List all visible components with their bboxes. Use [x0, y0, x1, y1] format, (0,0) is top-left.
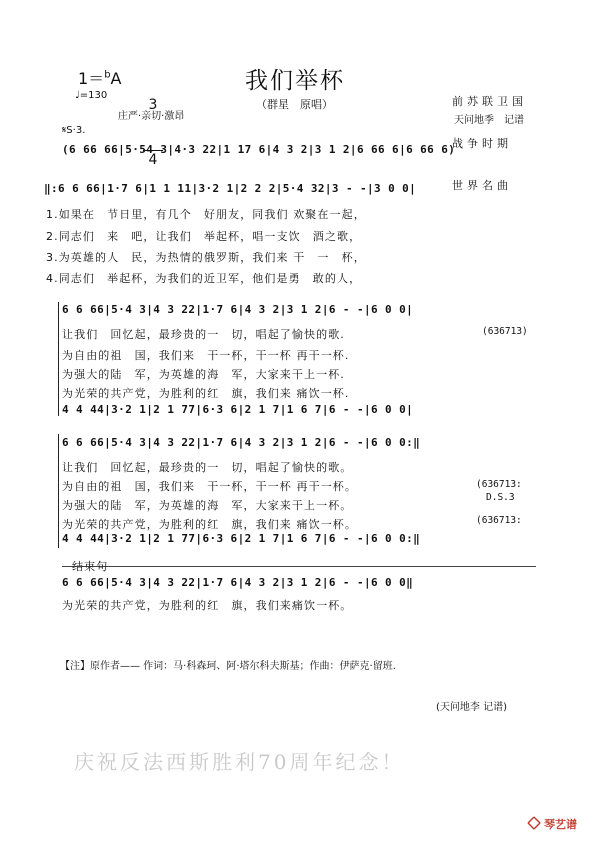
- key-note: A: [110, 69, 122, 88]
- chorus1-lyric-2: 为自由的祖 国，我们来 干一杯，干一杯 再干一杯.: [62, 349, 350, 362]
- chorus1-lyric-3: 为强大的陆 军，为英雄的海 军，大家来干上一杯.: [62, 368, 345, 381]
- verse-lyric-3: 3.为英雄的人 民，为热情的俄罗斯，我们来 干 一 杯，: [46, 251, 366, 264]
- system-bracket: [58, 434, 59, 548]
- chorus2-lyric-1: 让我们 回忆起，最珍贵的一 切，唱起了愉快的歌。: [62, 461, 353, 474]
- song-subtitle: （群星 原唱）: [256, 98, 333, 111]
- signature: (天问地李 记谱): [436, 702, 507, 713]
- commemoration-text: 庆祝反法西斯胜利70周年纪念！: [74, 750, 405, 774]
- chorus2-lyric-4: 为光荣的共产党，为胜利的红 旗，我们来 痛饮一杯。: [62, 518, 357, 531]
- composer-note: 【注】原作者—— 作词：马·科森珂、阿·塔尔科夫斯基；作曲：伊萨克·留班.: [60, 661, 396, 672]
- coda-notes: 6 6 66|5·4 3|4 3 22|1·7 6|4 3 2|3 1 2|6 - -|6 0 0‖: [62, 576, 414, 589]
- segno-mark: 𝄋S·3.: [62, 125, 86, 136]
- chorus1-lyric-4: 为光荣的共产党，为胜利的红 旗，我们来 痛饮一杯.: [62, 387, 350, 400]
- time-signature: [143, 60, 163, 187]
- chorus2-lyric-2: 为自由的祖 国，我们来 干一杯，干一杯 再干一杯。: [62, 480, 357, 493]
- chorus1-top-notes: 6 6 66|5·4 3|4 3 22|1·7 6|4 3 2|3 1 2|6 - -|6 0 0|: [62, 303, 414, 316]
- source-line: 战争时期: [452, 137, 512, 150]
- chorus2-lyric-3: 为强大的陆 军，为英雄的海 军，大家来干上一杯。: [62, 499, 353, 512]
- brand-icon: [527, 816, 541, 830]
- coda-label: 结束句: [72, 560, 109, 573]
- verse-lyric-1: 1.如果在 节日里，有几个 好朋友，同我们 欢聚在一起，: [46, 208, 366, 221]
- flat-sign: b: [104, 69, 111, 81]
- meter-bottom: 4: [143, 150, 163, 169]
- brand-name: 琴艺谱: [544, 818, 577, 831]
- chorus2-parenthetical-2: (636713:: [476, 515, 522, 526]
- coda-bracket-line: [62, 566, 536, 567]
- verse-lyric-2: 2.同志们 来 吧，让我们 举起杯，唱一支饮 酒之歌，: [46, 230, 362, 243]
- chorus1-bottom-notes: 4 4 44|3·2 1|2 1 77|6·3 6|2 1 7|1 6 7|6 - -|6 0 0|: [62, 403, 414, 416]
- coda-lyric: 为光荣的共产党，为胜利的红 旗，我们来痛饮一杯。: [62, 599, 353, 612]
- mood-mark: 庄严·亲切·激昂: [118, 111, 185, 122]
- tempo-mark: ♩=130: [75, 90, 108, 101]
- intro-notes: (6 66 66|5·54 3|4·3 22|1 17 6|4 3 2|3 1 2|6 66 6|6 66 6): [62, 143, 456, 156]
- recorder-credit: 天问地季 记谱: [454, 115, 524, 126]
- system-bracket: [58, 302, 59, 416]
- chorus2-top-notes: 6 6 66|5·4 3|4 3 22|1·7 6|4 3 2|3 1 2|6 - -|6 0 0:‖: [62, 436, 421, 449]
- key-prefix: 1＝: [78, 69, 105, 88]
- song-title: 我们举杯: [245, 68, 345, 94]
- brand-watermark: [527, 816, 577, 832]
- source-info: [452, 67, 527, 207]
- verse-lyric-4: 4.同志们 举起杯，为我们的近卫军，他们是勇 敢的人，: [46, 272, 362, 285]
- chorus1-lyric-1: 让我们 回忆起，最珍贵的一 切，唱起了愉快的歌.: [62, 328, 345, 341]
- chorus2-bottom-notes: 4 4 44|3·2 1|2 1 77|6·3 6|2 1 7|1 6 7|6 - -|6 0 0:‖: [62, 532, 421, 545]
- chorus1-parenthetical: (636713): [482, 326, 528, 337]
- key-signature: [78, 66, 122, 89]
- meter-top: 3: [148, 97, 158, 113]
- dal-segno-mark: D.S.3: [486, 492, 515, 503]
- source-line: 前苏联卫国: [452, 95, 527, 108]
- source-line: 世界名曲: [452, 179, 512, 192]
- chorus2-parenthetical-1: (636713:: [476, 479, 522, 490]
- verse-notes: ‖:6 6 66|1·7 6|1 1 11|3·2 1|2 2 2|5·4 32|3 - -|3 0 0|: [44, 182, 417, 195]
